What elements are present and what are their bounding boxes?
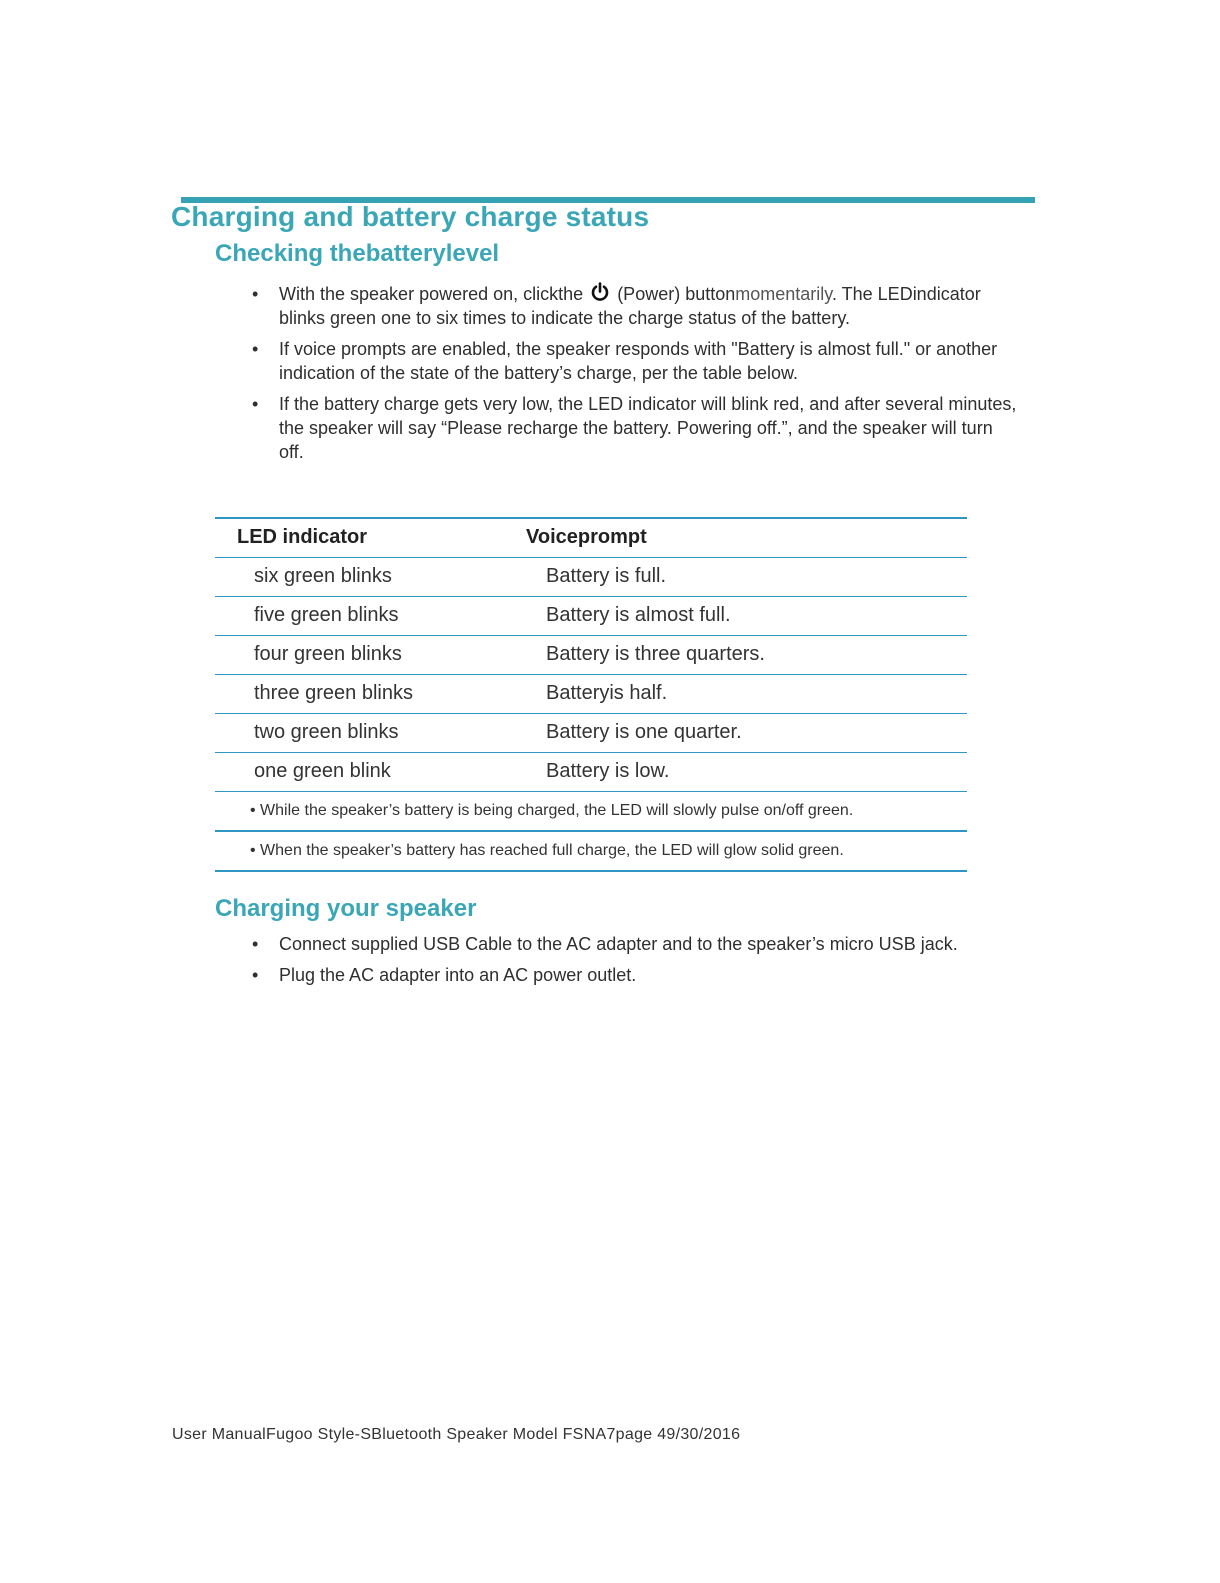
voice-cell: Battery is full.	[546, 565, 667, 587]
battery-status-table	[215, 517, 967, 872]
charging-bullet-text: Plug the AC adapter into an AC power outlet.	[279, 965, 637, 985]
voice-cell: Battery is low.	[546, 760, 670, 782]
bullet-power-button	[252, 282, 1022, 330]
bullet-marker: •	[252, 339, 259, 359]
led-cell: two green blinks	[254, 721, 399, 743]
table-row	[215, 597, 967, 636]
led-cell: three green blinks	[254, 682, 413, 704]
table-header-row	[215, 519, 967, 558]
table-row	[215, 558, 967, 597]
table-note-full	[215, 832, 967, 872]
note-text: • When the speaker’s battery has reached full charge, the LED will glow solid green.	[250, 842, 844, 859]
subsection-title-charging: Charging your speaker	[215, 895, 477, 922]
column-header-led: LED indicator	[237, 526, 368, 548]
charging-bullets	[252, 932, 1052, 994]
led-cell: four green blinks	[254, 643, 402, 665]
bullet-3-text: If the battery charge gets very low, the LED indicator will blink red, and after several minutes, the speaker will say “Please recharge the battery. Powering off.”, and the speaker will turn off.	[279, 394, 1017, 462]
column-header-voice: Voiceprompt	[526, 526, 647, 548]
bullet-1-text-start: With the speaker powered on, clickthe	[279, 284, 584, 304]
bullet-connect-usb	[252, 932, 1052, 956]
power-icon	[590, 282, 610, 302]
note-text: • While the speaker’s battery is being charged, the LED will slowly pulse on/off green.	[250, 802, 854, 819]
table-note-charging	[215, 792, 967, 832]
table-row	[215, 714, 967, 753]
section-title: Charging and battery charge status	[171, 201, 650, 232]
battery-level-bullets	[252, 282, 1022, 471]
bullet-1-text-momentarily: momentarily	[735, 284, 832, 304]
voice-cell: Battery is almost full.	[546, 604, 731, 626]
bullet-voice-prompts	[252, 337, 1022, 385]
bullet-marker: •	[252, 934, 259, 954]
subsection-title-checking: Checking thebatterylevel	[215, 240, 500, 267]
charging-bullet-text: Connect supplied USB Cable to the AC adapter and to the speaker’s micro USB jack.	[279, 934, 958, 954]
bullet-marker: •	[252, 394, 259, 414]
voice-cell: Battery is one quarter.	[546, 721, 742, 743]
voice-cell: Battery is three quarters.	[546, 643, 765, 665]
table-row	[215, 636, 967, 675]
bullet-1-text-the: . The	[831, 284, 873, 304]
bullet-1-text-rest: LEDindicator blinks green one to six times to indicate the charge status of the battery.	[279, 284, 981, 328]
page-footer: User ManualFugoo Style-SBluetooth Speaker Model FSNA7page 49/30/2016	[172, 1426, 741, 1443]
led-cell: five green blinks	[254, 604, 399, 626]
bullet-plug-adapter	[252, 963, 1052, 987]
led-cell: one green blink	[254, 760, 391, 782]
table-row	[215, 753, 967, 792]
bullet-marker: •	[252, 965, 259, 985]
voice-cell: Batteryis half.	[546, 682, 668, 704]
bullet-1-text-power: (Power) button	[617, 284, 736, 304]
table-row	[215, 675, 967, 714]
bullet-marker: •	[252, 284, 259, 304]
bullet-low-battery	[252, 392, 1022, 464]
bullet-2-text: If voice prompts are enabled, the speaker responds with "Battery is almost full." or another indication of the state of the battery’s charge, per the table below.	[279, 339, 998, 383]
led-cell: six green blinks	[254, 565, 392, 587]
